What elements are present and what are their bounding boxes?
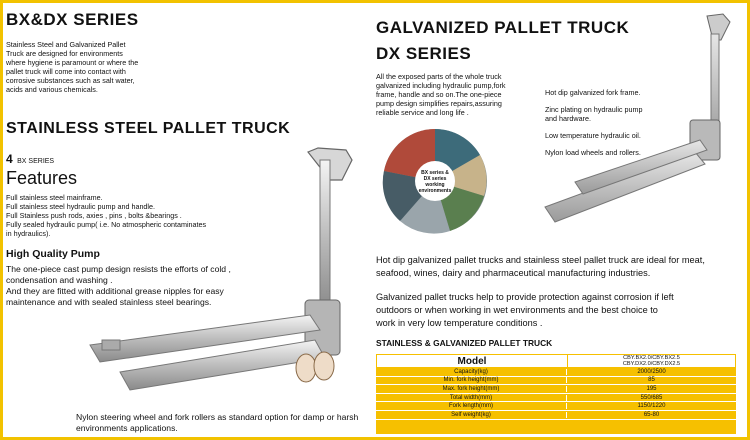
table-row: Capacity(kg) 2000/2500 [376,368,736,377]
series-badge: 4 BX SERIES [6,152,55,166]
corrosion-paragraph: Galvanized pallet trucks help to provide protection against corrosion if left outdoors or when working in wet environments and the best choice to work in very low temperature conditions . [376,292,674,328]
spec-table [376,354,736,434]
features-list: Full stainless steel mainframe. Full stainless steel hydraulic pump and handle. Full Stainless push rods, axies , pins , bolts &bearings . Fully sealed hydraulic pump( i.e. No atmospheric contaminates in hydraulics). [6,193,207,238]
left-intro: Stainless Steel and Galvanized Pallet Truck are designed for environments where hygiene is paramount or where the pallet truck will come into contact with corrosive substances such as salt water, acids and various chemicals. [6,40,139,94]
galvanized-pallet-truck-image [535,12,745,227]
table-row: Fork length(mm) 1150/1220 [376,402,736,411]
stainless-pallet-truck-image [80,140,370,400]
table-row: Total width(mm) 550/685 [376,394,736,403]
table-header-row [376,354,736,368]
table-title: STAINLESS & GALVANIZED PALLET TRUCK [376,338,553,348]
pump-title: High Quality Pump [6,248,100,260]
galvanized-bullets: Hot dip galvanized fork frame. Zinc plating on hydraulic pump and hardware. Low temperature hydraulic oil. Nylon load wheels and rollers. [545,88,643,157]
model-values: CBY.BX2.0/CBY.BX2.5 CBY.DX2.0/CBY.DX2.5 [567,355,735,367]
table-row: Self weight(kg) 65-80 [376,411,736,420]
right-intro: All the exposed parts of the whole truck galvanized including hydraulic pump,fork frame, handle and so on.The one-piece pump design simplifies repairs,assuring reliable service and long life . [376,72,506,117]
table-row: Min. fork height(mm) 85 [376,377,736,386]
features-title: Features [6,168,78,188]
circle-label: BX series & DX series working environments [418,170,452,194]
galvanized-title: GALVANIZED PALLET TRUCK [376,18,630,37]
dx-series-title: DX SERIES [376,44,472,63]
series-title: BX&DX SERIES [6,10,139,29]
model-label: Model [457,355,487,367]
table-row: Max. fork height(mm) 195 [376,385,736,394]
pump-text: The one-piece cast pump design resists the efforts of cold , condensation and washing . And they are fitted with additional grease nipples for easy maintenance and with sealed stainless steel bearings. [6,264,231,307]
industries-paragraph: Hot dip galvanized pallet trucks and stainless steel pallet truck are ideal for meat, seafood, wines, dairy and pharmaceutical manufacturing industries. [376,255,705,278]
product-title: STAINLESS STEEL PALLET TRUCK [6,120,291,137]
wheel-caption: Nylon steering wheel and fork rollers as standard option for damp or harsh environments applications. [76,412,359,433]
